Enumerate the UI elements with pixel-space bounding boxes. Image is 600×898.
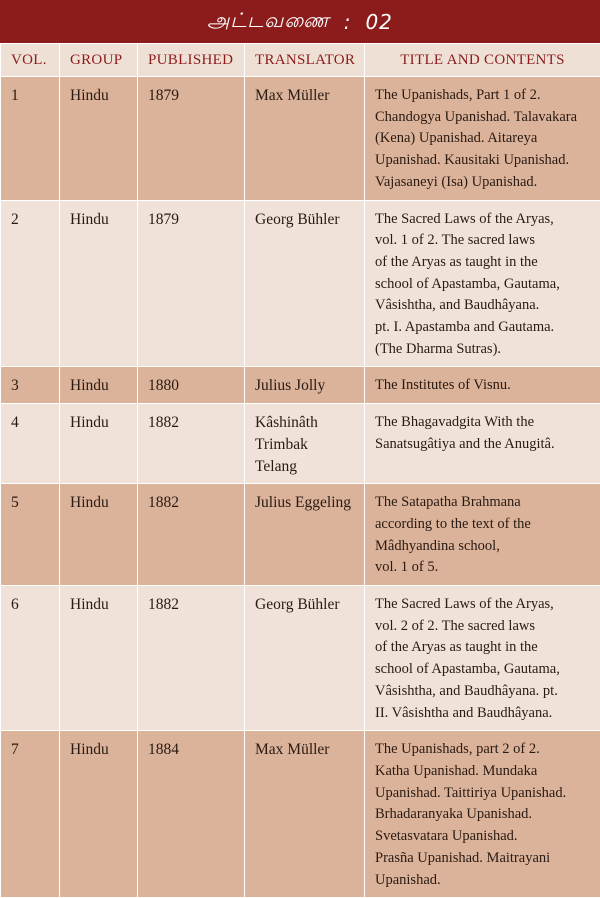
title-line: Upanishad. Taittiriya Upanishad. [375,783,594,805]
cell-vol: 1 [1,77,60,201]
translator-line: Trimbak [255,434,356,456]
cell-translator [245,200,365,367]
translator-line: Max Müller [255,739,356,761]
table-caption [0,0,600,43]
cell-group: Hindu [60,404,138,484]
cell-group: Hindu [60,200,138,367]
title-line: The Satapatha Brahmana [375,492,594,514]
cell-translator [245,484,365,586]
translator-line: Julius Eggeling [255,492,356,514]
title-line: The Upanishads, Part 1 of 2. [375,85,594,107]
table-row [1,77,600,201]
title-line: Vâsishtha, and Baudhâyana. pt. [375,681,594,703]
title-line: Katha Upanishad. Mundaka [375,761,594,783]
title-line: Sanatsugâtiya and the Anugitâ. [375,434,594,456]
cell-published: 1884 [138,731,245,898]
title-line: II. Vâsishtha and Baudhâyana. [375,703,594,725]
title-line: Upanishad. [375,870,594,892]
title-line: school of Apastamba, Gautama, [375,274,594,296]
title-line: of the Aryas as taught in the [375,637,594,659]
cell-vol: 4 [1,404,60,484]
translator-line: Telang [255,456,356,478]
title-line: The Bhagavadgita With the [375,412,594,434]
header-published: PUBLISHED [138,44,245,77]
cell-translator [245,404,365,484]
title-line: Vajasaneyi (Isa) Upanishad. [375,172,594,194]
title-line: The Sacred Laws of the Aryas, [375,594,594,616]
cell-published: 1882 [138,586,245,731]
cell-group: Hindu [60,367,138,404]
cell-title [365,586,600,731]
title-line: according to the text of the [375,514,594,536]
table-row [1,200,600,367]
cell-title [365,77,600,201]
cell-vol: 2 [1,200,60,367]
caption-separator: : [344,10,352,34]
cell-group: Hindu [60,731,138,898]
title-line: The Upanishads, part 2 of 2. [375,739,594,761]
cell-published: 1879 [138,77,245,201]
table-row [1,367,600,404]
cell-translator [245,731,365,898]
table-row [1,404,600,484]
title-line: (The Dharma Sutras). [375,339,594,361]
header-title-contents: TITLE AND CONTENTS [365,44,600,77]
title-line: vol. 1 of 2. The sacred laws [375,230,594,252]
cell-vol: 5 [1,484,60,586]
cell-published: 1879 [138,200,245,367]
title-line: Vâsishtha, and Baudhâyana. [375,295,594,317]
cell-vol: 6 [1,586,60,731]
header-translator: TRANSLATOR [245,44,365,77]
title-line: vol. 1 of 5. [375,557,594,579]
title-line: of the Aryas as taught in the [375,252,594,274]
cell-vol: 3 [1,367,60,404]
header-group: GROUP [60,44,138,77]
books-table [0,43,600,898]
header-vol: VOL. [1,44,60,77]
title-line: Prasña Upanishad. Maitrayani [375,848,594,870]
title-line: (Kena) Upanishad. Aitareya [375,128,594,150]
translator-line: Max Müller [255,85,356,107]
caption-label: அட்டவணை [207,8,330,35]
caption-number: 02 [365,10,392,34]
cell-group: Hindu [60,586,138,731]
table-row [1,731,600,898]
translator-line: Georg Bühler [255,594,356,616]
translator-line: Kâshinâth [255,412,356,434]
cell-group: Hindu [60,484,138,586]
title-line: Mâdhyandina school, [375,536,594,558]
cell-translator [245,586,365,731]
cell-title [365,367,600,404]
cell-title [365,404,600,484]
title-line: The Sacred Laws of the Aryas, [375,209,594,231]
cell-title [365,200,600,367]
translator-line: Georg Bühler [255,209,356,231]
title-line: Brhadaranyaka Upanishad. [375,804,594,826]
table-row [1,586,600,731]
translator-line: Julius Jolly [255,375,356,397]
cell-group: Hindu [60,77,138,201]
title-line: The Institutes of Visnu. [375,375,594,397]
title-line: school of Apastamba, Gautama, [375,659,594,681]
cell-translator [245,77,365,201]
title-line: Chandogya Upanishad. Talavakara [375,107,594,129]
title-line: pt. I. Apastamba and Gautama. [375,317,594,339]
cell-vol: 7 [1,731,60,898]
title-line: vol. 2 of 2. The sacred laws [375,616,594,638]
cell-translator [245,367,365,404]
table-header-row [1,44,600,77]
cell-published: 1882 [138,404,245,484]
cell-published: 1882 [138,484,245,586]
table-row [1,484,600,586]
title-line: Upanishad. Kausitaki Upanishad. [375,150,594,172]
cell-title [365,731,600,898]
title-line: Svetasvatara Upanishad. [375,826,594,848]
cell-published: 1880 [138,367,245,404]
cell-title [365,484,600,586]
